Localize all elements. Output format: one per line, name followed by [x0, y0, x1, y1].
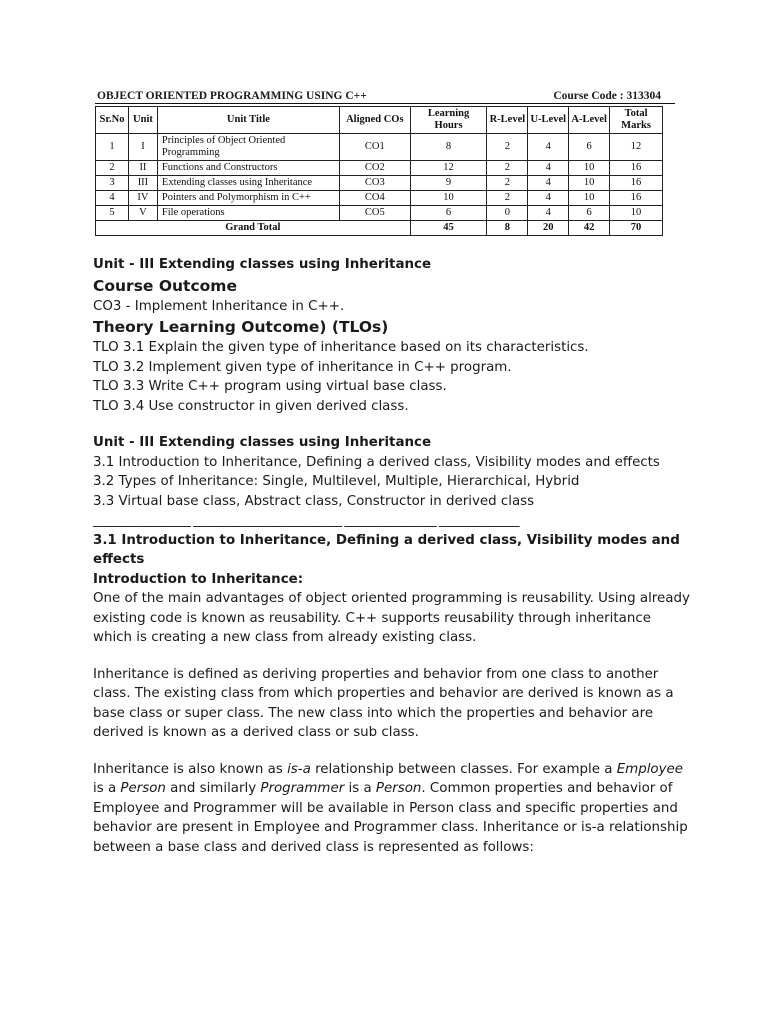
cell: 10	[569, 176, 610, 191]
cell: CO3	[339, 176, 410, 191]
grand-total-hours: 45	[410, 221, 487, 236]
tlo-item: TLO 3.3 Write C++ program using virtual base class.	[93, 379, 447, 394]
cell: 10	[569, 161, 610, 176]
cell: 1	[96, 134, 129, 161]
text: . Common properties and behavior of Employee and Programmer will be available in Person class and specific properties and behavior are present in Employee and Programmer class. Inheritance or is-a relationship between a base class and derived class is represented as follows:	[93, 781, 688, 855]
cell: 4	[528, 191, 569, 206]
paragraph: One of the main advantages of object oriented programming is reusability. Using already existing code is known as reusability. C++ supports reusability through inheritance which is creating a new class from already existing class.	[93, 591, 690, 645]
cell: 4	[528, 161, 569, 176]
syllabus-table-image	[95, 86, 675, 236]
text: Inheritance is also known as	[93, 761, 288, 777]
intro-heading: Introduction to Inheritance:	[93, 571, 304, 587]
cell: 12	[610, 134, 663, 161]
text: relationship between classes. For example a	[310, 761, 617, 777]
document-body	[93, 255, 693, 857]
cell: 3	[96, 176, 129, 191]
cell: 9	[410, 176, 487, 191]
grand-total-r: 8	[487, 221, 528, 236]
cell: 4	[96, 191, 129, 206]
cell: 12	[410, 161, 487, 176]
topic-item: 3.2 Types of Inheritance: Single, Multilevel, Multiple, Hierarchical, Hybrid	[93, 474, 580, 489]
col-unit-title: Unit Title	[157, 107, 339, 134]
grand-total-marks: 70	[610, 221, 663, 236]
cell: 6	[569, 206, 610, 221]
tlo-heading: Theory Learning Outcome) (TLOs)	[93, 318, 389, 336]
col-u-level: U-Level	[528, 107, 569, 134]
table-header-row	[96, 107, 663, 134]
table-header-bar	[95, 86, 675, 104]
emphasis: Person	[120, 781, 166, 796]
grand-total-label: Grand Total	[96, 221, 411, 236]
course-outcome-text: CO3 - Implement Inheritance in C++.	[93, 298, 345, 314]
cell: 10	[610, 206, 663, 221]
col-a-level: A-Level	[569, 107, 610, 134]
units-table	[95, 106, 663, 236]
tlo-item: TLO 3.1 Explain the given type of inheritance based on its characteristics.	[93, 340, 589, 355]
grand-total-row	[96, 221, 663, 236]
col-r-level: R-Level	[487, 107, 528, 134]
course-code: Course Code : 313304	[553, 90, 661, 102]
text: is a	[344, 781, 376, 796]
cell: CO1	[339, 134, 410, 161]
cell: 10	[410, 191, 487, 206]
cell: III	[128, 176, 157, 191]
cell: 8	[410, 134, 487, 161]
course-title: OBJECT ORIENTED PROGRAMMING USING C++	[97, 90, 367, 102]
emphasis: is-a	[287, 761, 311, 777]
cell: 0	[487, 206, 528, 221]
separator-line: _________________ __________________________ ________________ ______________	[93, 513, 519, 528]
unit-heading: Unit - III Extending classes using Inheritance	[93, 257, 432, 272]
text: and similarly	[165, 781, 261, 796]
cell: File operations	[157, 206, 339, 221]
cell: 5	[96, 206, 129, 221]
cell: II	[128, 161, 157, 176]
tlo-item: TLO 3.4 Use constructor in given derived class.	[93, 398, 409, 414]
tlo-item: TLO 3.2 Implement given type of inheritance in C++ program.	[93, 359, 512, 375]
table-row	[96, 161, 663, 176]
cell: IV	[128, 191, 157, 206]
topic-item: 3.1 Introduction to Inheritance, Defining a derived class, Visibility modes and effects	[93, 454, 660, 470]
col-unit: Unit	[128, 107, 157, 134]
course-outcome-heading: Course Outcome	[93, 276, 237, 295]
cell: 2	[487, 191, 528, 206]
emphasis: Programmer	[260, 781, 345, 796]
table-row	[96, 176, 663, 191]
cell: 2	[96, 161, 129, 176]
cell: Principles of Object Oriented Programming	[157, 134, 339, 161]
cell: 4	[528, 134, 569, 161]
emphasis: Employee	[616, 761, 684, 777]
col-aligned-cos: Aligned COs	[339, 107, 410, 134]
cell: 4	[528, 206, 569, 221]
cell: Pointers and Polymorphism in C++	[157, 191, 339, 206]
col-total-marks: Total Marks	[610, 107, 663, 134]
grand-total-u: 20	[528, 221, 569, 236]
grand-total-a: 42	[569, 221, 610, 236]
unit-heading: Unit - III Extending classes using Inheritance	[93, 435, 432, 450]
cell: I	[128, 134, 157, 161]
cell: 16	[610, 176, 663, 191]
cell: 10	[569, 191, 610, 206]
paragraph	[93, 760, 693, 858]
section-heading: 3.1 Introduction to Inheritance, Defining a derived class, Visibility modes and effects	[93, 532, 680, 567]
cell: 6	[569, 134, 610, 161]
topic-item: 3.3 Virtual base class, Abstract class, Constructor in derived class	[93, 493, 535, 509]
cell: 2	[487, 161, 528, 176]
cell: V	[128, 206, 157, 221]
cell: CO5	[339, 206, 410, 221]
table-row	[96, 191, 663, 206]
cell: Functions and Constructors	[157, 161, 339, 176]
cell: 4	[528, 176, 569, 191]
col-srno: Sr.No	[96, 107, 129, 134]
paragraph: Inheritance is defined as deriving properties and behavior from one class to another class. The existing class from which properties and behavior are derived is known as a base class or super class. The new class into which the properties and behavior are derived is known as a derived class or sub class.	[93, 666, 674, 740]
emphasis: Person	[375, 781, 422, 796]
cell: CO4	[339, 191, 410, 206]
cell: CO2	[339, 161, 410, 176]
cell: 2	[487, 134, 528, 161]
cell: 16	[610, 161, 663, 176]
cell: 6	[410, 206, 487, 221]
text: is a	[93, 781, 121, 796]
col-learning-hours: Learning Hours	[410, 107, 487, 134]
table-row	[96, 206, 663, 221]
cell: 16	[610, 191, 663, 206]
table-row	[96, 134, 663, 161]
cell: 2	[487, 176, 528, 191]
cell: Extending classes using Inheritance	[157, 176, 339, 191]
